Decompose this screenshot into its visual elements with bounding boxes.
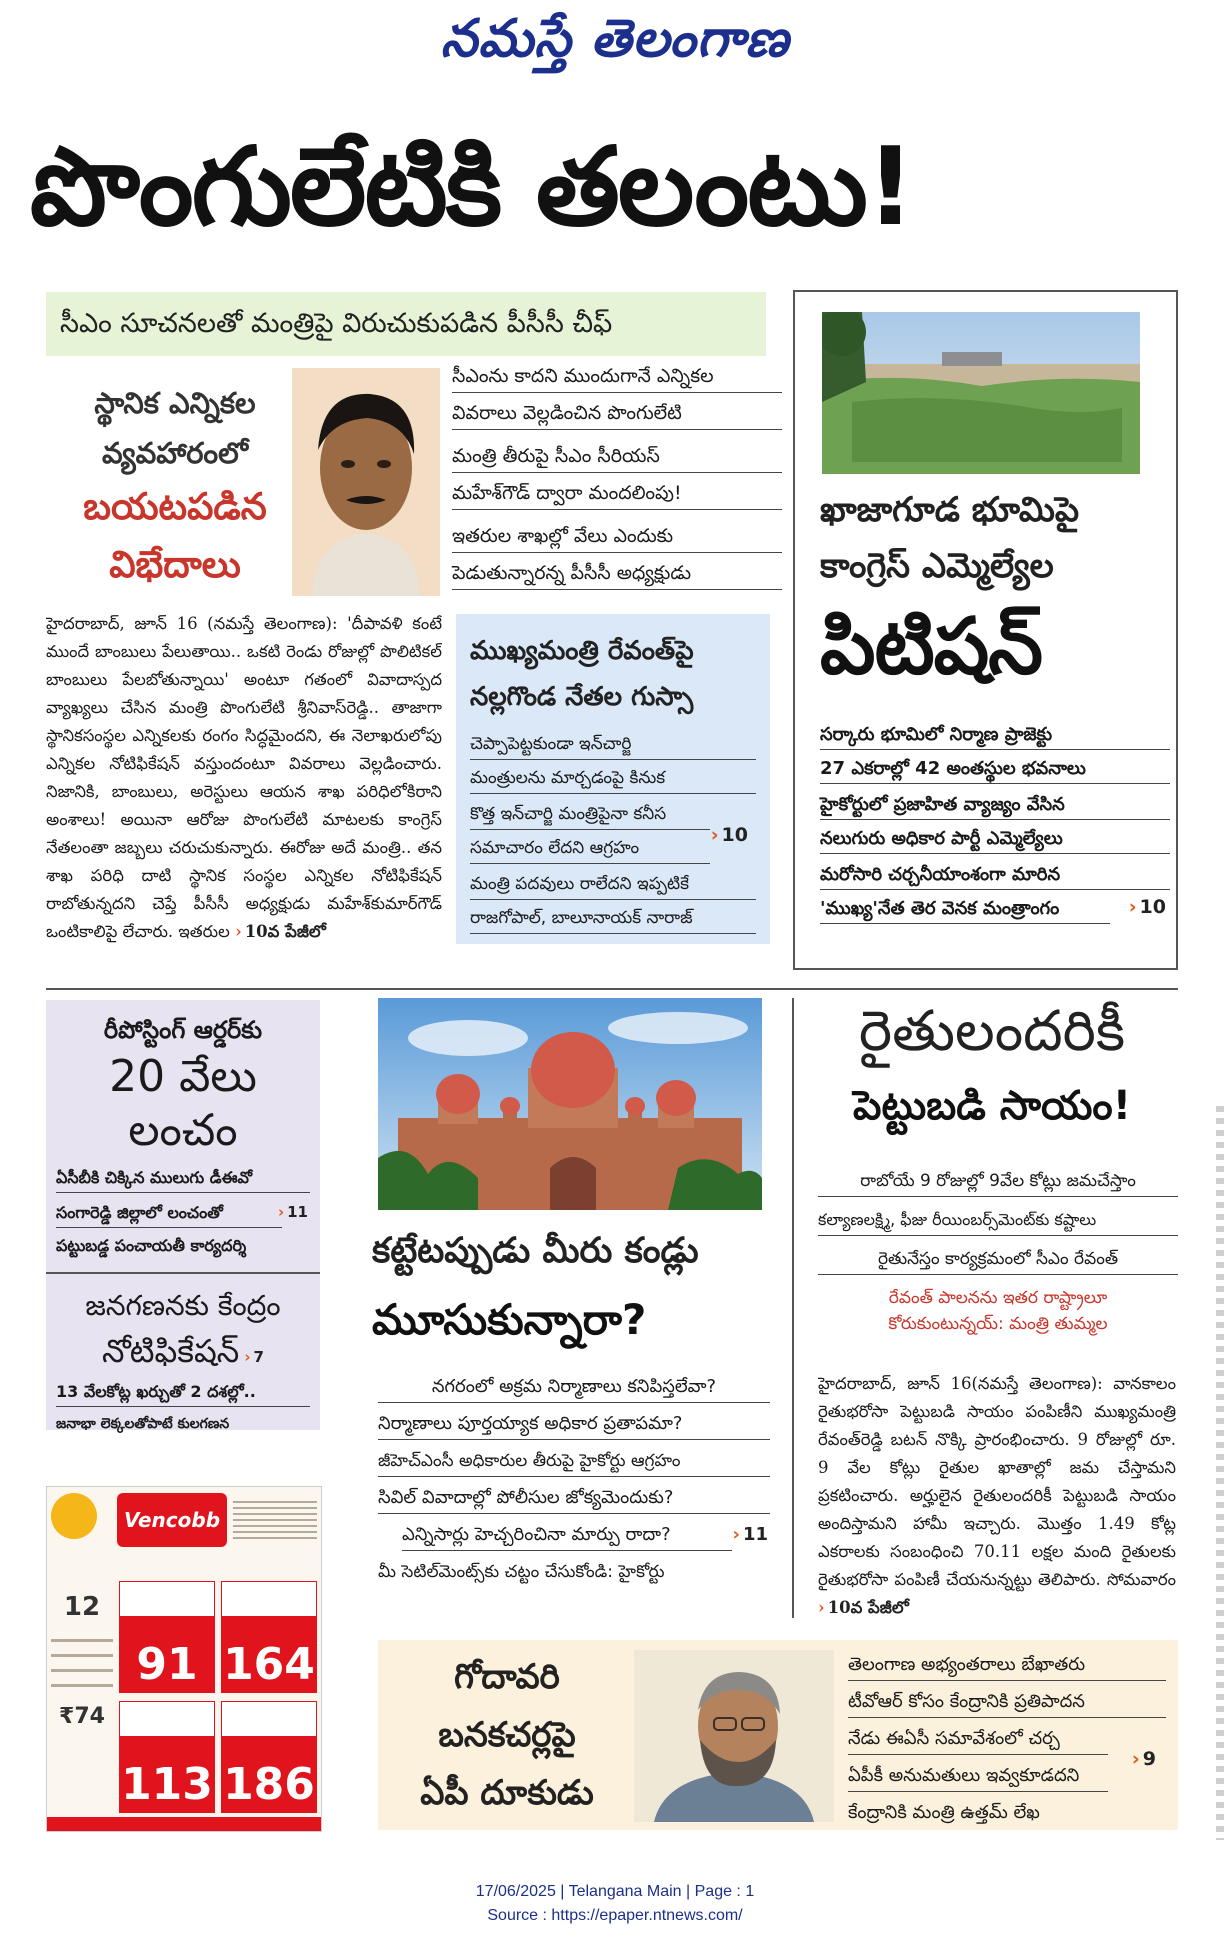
- godavari-line: కేంద్రానికి మంత్రి ఉత్తమ్ లేఖ: [848, 1802, 1040, 1823]
- reposting-box: [46, 1000, 320, 1430]
- nalgonda-page-ref[interactable]: › 10: [710, 824, 748, 846]
- census-page-ref[interactable]: › 7: [244, 1348, 264, 1366]
- nalgonda-line: సమాచారం లేదని ఆగ్రహం: [470, 836, 710, 864]
- census-title1: జనగణనకు కేంద్రం: [85, 1289, 281, 1322]
- khajaguda-line: మరోసారి చర్చనీయాంశంగా మారిన: [820, 862, 1170, 890]
- highcourt-lines: [378, 1374, 770, 1599]
- highcourt-title: కట్టేటప్పుడు మీరు కండ్లు మూసుకున్నారా?: [372, 1231, 699, 1344]
- lead-kicker: [60, 378, 290, 594]
- advert-price-box: 113: [119, 1701, 215, 1813]
- khajaguda-line: సర్కారు భూమిలో నిర్మాణ ప్రాజెక్టు: [820, 722, 1170, 750]
- advert-price-box: 186: [221, 1701, 317, 1813]
- farmers-body-text: హైదరాబాద్, జూన్ 16(నమస్తే తెలంగాణ): వానకాలం రైతుభరోసా పెట్టుబడి సాయం పంపిణీని ముఖ్యమంత్రి రేవంత్‌రెడ్డి బటన్ నొక్కి ప్రారంభించారు. 9 రోజుల్లో రూ. 9 వేల కోట్లు రైతుల ఖాతాల్లో జమ చేస్తామని ప్రకటించారు. అర్హులైన రైతులందరికీ పెట్టుబడి సాయం అందిస్తామని హామీ ఇచ్చారు. మొత్తం 1.49 కోట్ల ఎకరాలకు సంబంధించి 70.11 లక్షల మంది రైతులకు రైతుభరోసా పంపిణీ చేయనున్నట్టు తెలిపారు. సోమవారం: [818, 1374, 1176, 1589]
- reposting-line: సంగారెడ్డి జిల్లాలో లంచంతో: [56, 1201, 282, 1228]
- arrow-right-icon: ›: [235, 922, 242, 941]
- arrow-right-icon: ›: [710, 824, 719, 846]
- farmers-title: రైతులందరికీ పెట్టుబడి సాయం!: [853, 999, 1131, 1129]
- column-rule: [792, 998, 794, 1618]
- footer-source[interactable]: Source : https://epaper.ntnews.com/: [487, 1907, 743, 1924]
- census-title2: నోటిఫికేషన్: [102, 1332, 240, 1370]
- lead-bullet: పెడుతున్నారన్న పీసీసీ అధ్యక్షుడు: [452, 559, 782, 590]
- godavari-box: [378, 1640, 1178, 1830]
- highcourt-photo: [378, 998, 762, 1210]
- farmers-continued[interactable]: › 10వ పేజీలో: [818, 1598, 909, 1617]
- khajaguda-title: ఖాజాగూడ భూమిపై కాంగ్రెస్ ఎమ్మెల్యేల పిటిషన్: [820, 482, 1170, 700]
- lead-bullet: ఇతరుల శాఖల్లో వేలు ఎందుకు: [452, 522, 782, 553]
- reposting-divider: [46, 1272, 320, 1274]
- edge-strip: [1216, 1100, 1224, 1840]
- farmers-red-line: రేవంత్ పాలనను ఇతర రాష్ట్రాలూ: [888, 1288, 1108, 1308]
- reposting-line: పట్టుబడ్డ పంచాయతీ కార్యదర్శి: [56, 1236, 247, 1255]
- advert-price-box: 164: [221, 1581, 317, 1693]
- lead-strap: సీఎం సూచనలతో మంత్రిపై విరుచుకుపడిన పీసీసీ చీఫ్: [46, 292, 766, 356]
- khajaguda-big: పిటిషన్: [820, 602, 1043, 692]
- highcourt-line: నిర్మాణాలు పూర్తయ్యాక అధికార ప్రతాపమా?: [378, 1411, 770, 1440]
- arrow-right-icon: ›: [1128, 896, 1137, 918]
- lead-kicker-red-line: విభేదాలు: [109, 543, 241, 586]
- census-sub: 13 వేలకోట్ల ఖర్చుతో 2 దశల్లో..: [56, 1380, 310, 1407]
- lead-body-text: హైదరాబాద్, జూన్ 16 (నమస్తే తెలంగాణ): 'దీపావళి కంటే ముందే బాంబులు పేలుతాయి.. ఒకటి రెండు రోజుల్లో పొలిటికల్ బాంబులు పేలబోతున్నాయి' అంటూ గతంలో వివాదాస్పద వ్యాఖ్యలు చేసిన మంత్రి పొంగులేటి శ్రీనివాస్‌రెడ్డి.. తాజాగా స్థానికసంస్థల ఎన్నికలకు రంగం సిద్ధమైందని, ఈ నెలాఖరులోపు ఎన్నికల నోటిఫికేషన్ వస్తుందంటూ వివరాలు వెల్లడించారు. నిజానికి, బాంబులు, అరెస్టులు ఆయన శాఖ పరిధిలోకిరాని అంశాలు! అయినా ఆరోజు పొంగులేటి మాటలకు కాంగ్రెస్ నేతలంతా జబ్బలు చరుచుకున్నారు. ఈరోజు అదే మంత్రి.. తన శాఖ పరిధి దాటి స్థానిక సంస్థల ఎన్నికల నోటిఫికేషన్ రాబోతున్నదని చెప్తే పీసీసీ అధ్యక్షుడు మహేశ్‌కుమార్‌గౌడ్ ఒంటికాలిపై లేచారు. ఇతరుల: [46, 614, 442, 941]
- farmers-red-line: కోరుకుంటున్నయ్: మంత్రి తుమ్మల: [888, 1314, 1108, 1334]
- godavari-title: గోదావరి బనకచర్లపై ఏపీ దూకుడు: [420, 1657, 594, 1813]
- highcourt-line: నగరంలో అక్రమ నిర్మాణాలు కనిపిస్తలేవా?: [378, 1374, 770, 1403]
- lead-body: [46, 610, 442, 950]
- arrow-right-icon: ›: [277, 1203, 285, 1221]
- page-footer: [0, 1880, 1230, 1928]
- masthead-title: నమస్తే తెలంగాణ: [440, 9, 790, 69]
- farmers-lines: [818, 1168, 1178, 1337]
- godavari-line: తెలంగాణ అభ్యంతరాలు బేఖాతరు: [848, 1652, 1166, 1681]
- advert-price-box: 91: [119, 1581, 215, 1693]
- highcourt-line: ఎన్నిసార్లు హెచ్చరించినా మార్పు రాదా?: [402, 1522, 732, 1551]
- reposting-sub: ఏసీబీకి చిక్కిన ములుగు డీఈవో: [56, 1166, 310, 1193]
- uttam-portrait: [634, 1650, 834, 1822]
- lead-bullet: మహేశ్‌గౌడ్ ద్వారా మందలింపు!: [452, 479, 782, 510]
- reposting-bribe: లంచం: [128, 1105, 238, 1156]
- land-photo: [822, 312, 1140, 474]
- khajaguda-line: హైకోర్టులో ప్రజాహిత వ్యాజ్యం వేసిన: [820, 792, 1170, 820]
- advert-left-panel: 12 ₹74: [51, 1587, 113, 1763]
- nalgonda-line: చెప్పాపెట్టకుండా ఇన్‌చార్జి: [470, 732, 756, 760]
- highcourt-line: జీహెచ్‌ఎంసీ అధికారుల తీరుపై హైకోర్టు ఆగ్రహం: [378, 1448, 770, 1477]
- arrow-right-icon: ›: [1131, 1748, 1140, 1770]
- khajaguda-line: నలుగురు అధికార పార్టీ ఎమ్మెల్యేలు: [820, 826, 1170, 854]
- lead-bullet: మంత్రి తీరుపై సీఎం సీరియస్: [452, 442, 782, 473]
- nalgonda-line: మంత్రి పదవులు రాలేదని ఇప్పటికే: [470, 872, 756, 900]
- farmers-line: రైతునేస్తం కార్యక్రమంలో సీఎం రేవంత్: [818, 1246, 1178, 1275]
- farmers-line: రాబోయే 9 రోజుల్లో 9వేల కోట్లు జమచేస్తాం: [818, 1168, 1178, 1197]
- godavari-line: ఏపీకీ అనుమతులు ఇవ్వకూడదని: [848, 1763, 1108, 1792]
- khajaguda-line: 27 ఎకరాల్లో 42 అంతస్థుల భవనాలు: [820, 756, 1170, 784]
- advert: [46, 1486, 322, 1832]
- godavari-page-ref[interactable]: › 9: [1131, 1748, 1156, 1770]
- lead-kicker-line: స్థానిక ఎన్నికల: [94, 386, 256, 420]
- nalgonda-line: రాజగోపాల్, బాలూనాయక్ నారాజ్: [470, 906, 756, 934]
- advert-fineprint: [233, 1497, 317, 1543]
- nalgonda-line: కొత్త ఇన్‌చార్జి మంత్రిపైనా కనీస: [470, 802, 710, 830]
- farmers-line: కల్యాణలక్ష్మి, ఫీజు రీయింబర్స్‌మెంట్‌కు కష్టాలు: [818, 1207, 1178, 1236]
- arrow-right-icon: ›: [818, 1598, 825, 1617]
- reposting-amount: 20 వేలు: [109, 1051, 257, 1102]
- highcourt-line: మీ సెటిల్‌మెంట్స్‌కు చట్టం చేసుకోండి: హైకోర్టు: [378, 1562, 665, 1582]
- khajaguda-line: 'ముఖ్య'నేత తెర వెనక మంత్రాంగం: [820, 896, 1110, 924]
- lead-continued[interactable]: › 10వ పేజీలో: [235, 922, 326, 941]
- godavari-lines: [848, 1652, 1166, 1840]
- advert-logo: [51, 1493, 97, 1539]
- minister-portrait: [292, 368, 440, 596]
- godavari-line: నేడు ఈఏసీ సమావేశంలో చర్చ: [848, 1726, 1108, 1755]
- nalgonda-box: [456, 614, 770, 944]
- lead-bullet: సీఎంను కాదని ముందుగానే ఎన్నికల: [452, 362, 782, 393]
- reposting-title: రీపోస్టింగ్ ఆర్డర్‌కు: [103, 1016, 263, 1044]
- khajaguda-lines: [820, 722, 1170, 936]
- reposting-page-ref[interactable]: › 11: [277, 1203, 308, 1221]
- advert-brand: Vencobb: [117, 1493, 227, 1547]
- lead-bullet: వివరాలు వెల్లడించిన పొంగులేటి: [452, 399, 782, 430]
- nalgonda-title: ముఖ్యమంత్రి రేవంత్‌పై నల్లగొండ నేతల గుస్సా: [470, 636, 694, 712]
- advert-footer-strip: [47, 1817, 322, 1831]
- footer-edition: 17/06/2025 | Telangana Main | Page : 1: [475, 1883, 755, 1900]
- lead-kicker-line: వ్యవహారంలో: [102, 436, 248, 470]
- lead-kicker-red-line: బయటపడిన: [83, 485, 267, 528]
- godavari-line: టీవోఆర్ కోసం కేంద్రానికి ప్రతిపాదన: [848, 1689, 1166, 1718]
- main-headline: పొంగులేటికి తలంటు!: [30, 125, 914, 250]
- highcourt-line: సివిల్ వివాదాల్లో పోలీసుల జోక్యమెందుకు?: [378, 1485, 770, 1514]
- arrow-right-icon: ›: [732, 1524, 740, 1545]
- lead-bullets: [452, 362, 782, 602]
- khajaguda-page-ref[interactable]: › 10: [1128, 896, 1166, 918]
- nalgonda-line: మంత్రులను మార్చడంపై కినుక: [470, 766, 756, 794]
- arrow-right-icon: ›: [244, 1348, 251, 1366]
- highcourt-page-ref[interactable]: › 11: [732, 1524, 768, 1545]
- advert-left-text: [51, 1627, 113, 1697]
- farmers-body: [818, 1370, 1176, 1622]
- census-sub2: జనాభా లెక్కలతోపాటే కులగణన: [56, 1416, 230, 1432]
